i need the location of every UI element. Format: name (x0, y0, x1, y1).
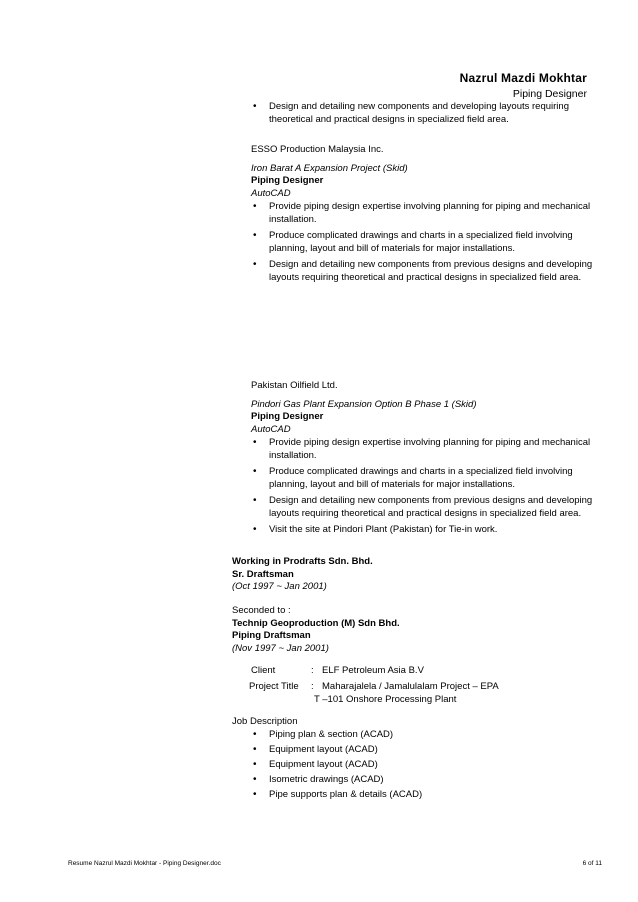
carry-over-bullets (251, 101, 591, 130)
project-name: Iron Barat A Expansion Project (Skid) (251, 162, 408, 174)
list-item: • Produce complicated drawings and charts in a specialized field involving planning, layout and bill of materials for major installations. (251, 466, 596, 491)
resume-title: Piping Designer (512, 88, 587, 100)
list-item: • Design and detailing new components and developing layouts requiring theoretical and practical designs in specialized field area. (251, 101, 591, 126)
list-item: • Provide piping design expertise involving planning for piping and mechanical installation. (251, 437, 596, 462)
pakistan-section (251, 380, 596, 541)
project-name: Pindori Gas Plant Expansion Option B Phase 1 (Skid) (251, 398, 477, 410)
resume-name: Nazrul Mazdi Mokhtar (459, 71, 587, 85)
job-role: Sr. Draftsman (232, 568, 294, 580)
list-item: • Piping plan & section (ACAD) (251, 729, 551, 742)
list-item: • Visit the site at Pindori Plant (Pakistan) for Tie-in work. (251, 524, 596, 537)
list-item: • Design and detailing new components from previous designs and developing layouts requiring theoretical and practical designs in specialized field area. (251, 495, 596, 520)
seconded-label: Seconded to : (232, 605, 291, 616)
project-title-label: Project Title (249, 681, 299, 692)
list-item: • Design and detailing new components from previous designs and developing layouts requiring theoretical and practical designs in specialized field area. (251, 259, 596, 284)
job-description-list (251, 729, 551, 804)
job-role: Piping Draftsman (232, 630, 311, 641)
list-item: • Isometric drawings (ACAD) (251, 774, 551, 787)
job-description-title: Job Description (232, 716, 298, 727)
list-item: • Equipment layout (ACAD) (251, 744, 551, 757)
company-name: ESSO Production Malaysia Inc. (251, 144, 384, 155)
list-item: • Provide piping design expertise involving planning for piping and mechanical installation. (251, 201, 596, 226)
tool-name: AutoCAD (251, 423, 291, 435)
prodrafts-section (232, 556, 592, 594)
client-separator: : (311, 665, 314, 676)
project-title-value-line2: T –101 Onshore Processing Plant (314, 694, 457, 705)
technip-section (232, 605, 592, 655)
list-item: • Equipment layout (ACAD) (251, 759, 551, 772)
company-name: Technip Geoproduction (M) Sdn Bhd. (232, 617, 400, 629)
list-item: • Produce complicated drawings and charts in a specialized field involving planning, layout and bill of materials for major installations. (251, 230, 596, 255)
footer-filename: Resume Nazrul Mazdi Mokhtar - Piping Designer.doc (68, 860, 221, 867)
project-title-value: Maharajalela / Jamalulalam Project – EPA (322, 681, 499, 692)
project-title-separator: : (311, 681, 314, 692)
company-name: Working in Prodrafts Sdn. Bhd. (232, 556, 373, 567)
tool-name: AutoCAD (251, 187, 291, 199)
company-name: Pakistan Oilfield Ltd. (251, 380, 338, 391)
list-item: • Pipe supports plan & details (ACAD) (251, 789, 551, 802)
job-role: Piping Designer (251, 175, 324, 186)
esso-section (251, 144, 596, 288)
job-period: (Nov 1997 ~ Jan 2001) (232, 642, 329, 654)
job-period: (Oct 1997 ~ Jan 2001) (232, 581, 327, 592)
footer-page-number: 6 of 11 (582, 860, 602, 867)
esso-bullets (251, 201, 596, 284)
job-role: Piping Designer (251, 411, 324, 422)
client-label: Client (251, 665, 276, 676)
pakistan-bullets (251, 437, 596, 537)
client-value: ELF Petroleum Asia B.V (322, 665, 424, 676)
